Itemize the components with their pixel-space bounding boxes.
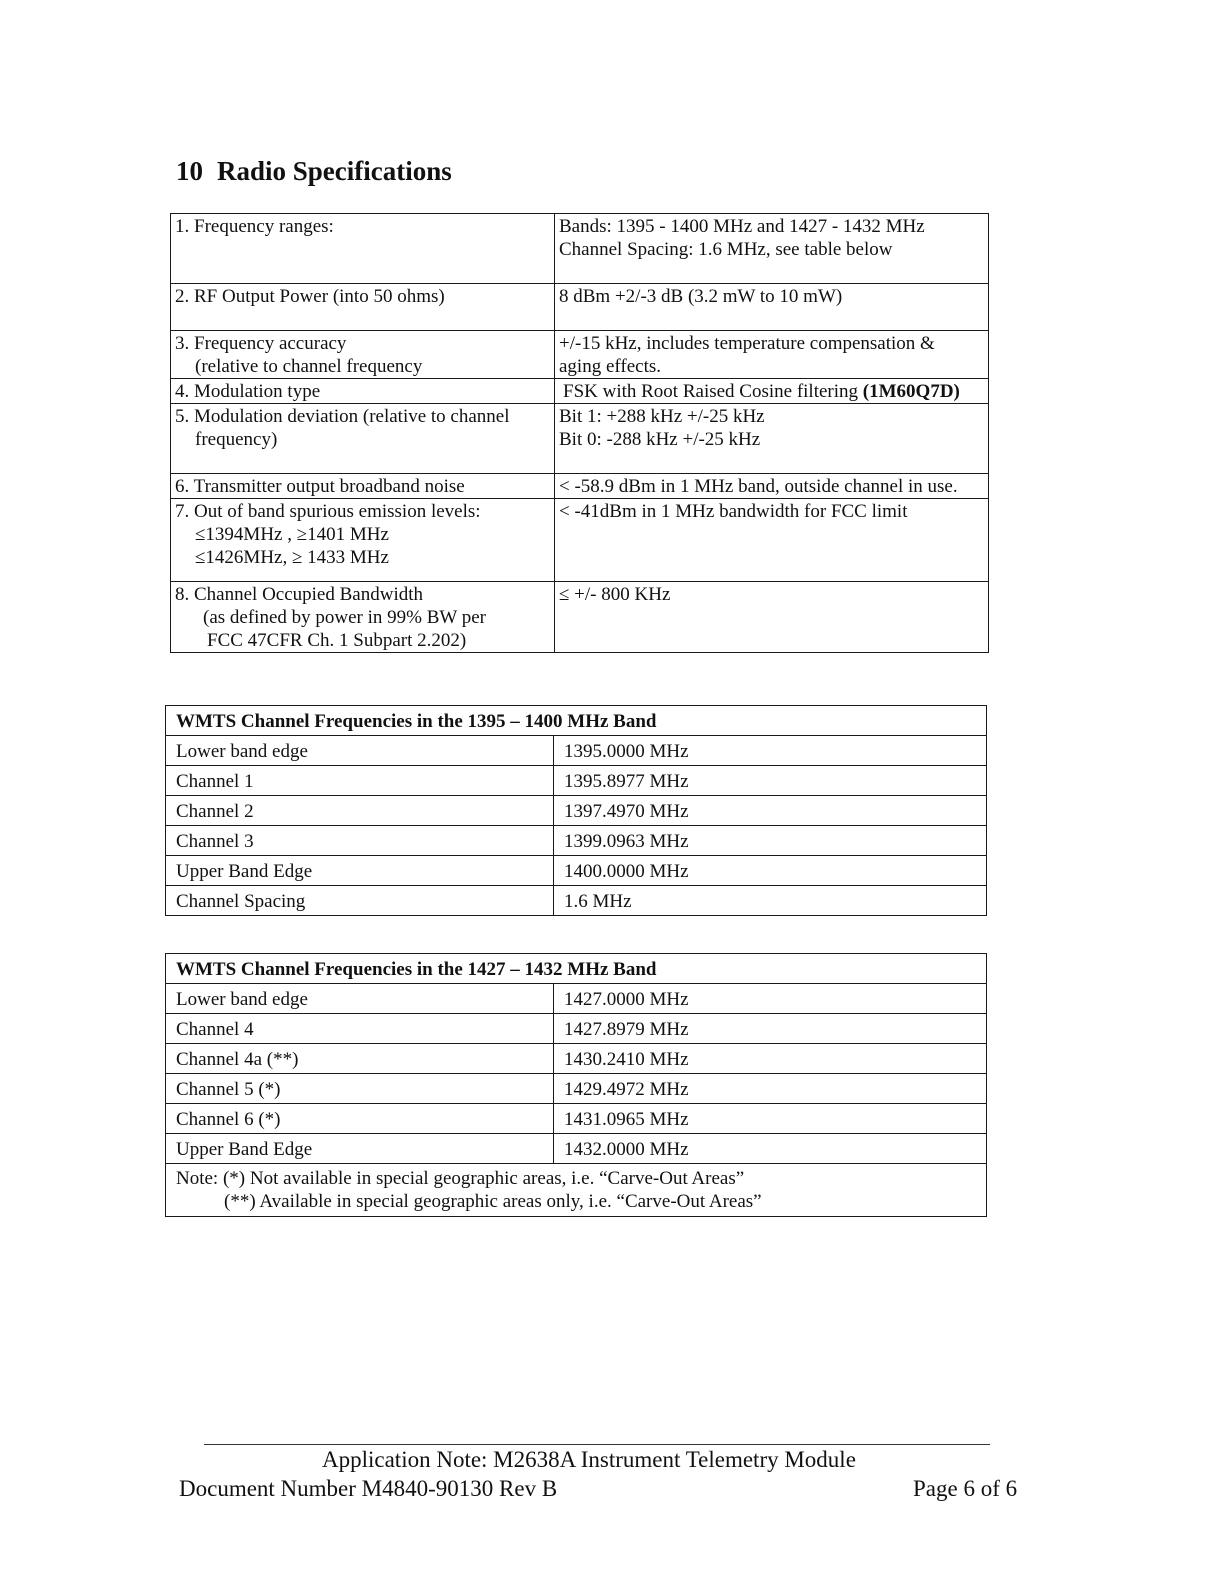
row-label: Channel Spacing <box>166 886 554 916</box>
spec-value-text: Bit 0: -288 kHz +/-25 kHz <box>559 429 761 450</box>
row-label: Channel 1 <box>166 766 554 796</box>
radio-specifications-table <box>170 213 989 653</box>
row-frequency: 1432.0000 MHz <box>554 1134 987 1164</box>
spec-value <box>555 404 989 474</box>
spec-row-spurious-emissions <box>171 499 989 582</box>
row-label: Channel 3 <box>166 826 554 856</box>
table-row <box>166 1074 987 1104</box>
spec-value-text: +/-15 kHz, includes temperature compensation & <box>559 333 935 354</box>
emission-designator: (1M60Q7D) <box>862 381 960 402</box>
row-label: Channel 4a (**) <box>166 1044 554 1074</box>
table-row <box>166 826 987 856</box>
spec-row-occupied-bandwidth <box>171 582 989 653</box>
spec-value-text: 8 dBm +2/-3 dB (3.2 mW to 10 mW) <box>559 286 843 307</box>
footer-document-number: Document Number M4840-90130 Rev B <box>179 1476 558 1501</box>
table-row <box>166 1044 987 1074</box>
spec-label-text: 6. Transmitter output broadband noise <box>175 476 465 497</box>
spec-label <box>171 214 555 284</box>
table-row <box>166 1134 987 1164</box>
table-row <box>166 1104 987 1134</box>
note-line: (**) Available in special geographic areas only, i.e. “Carve-Out Areas” <box>224 1191 762 1212</box>
row-frequency: 1399.0963 MHz <box>554 826 987 856</box>
row-frequency: 1.6 MHz <box>554 886 987 916</box>
table-row <box>166 796 987 826</box>
spec-label-text: 7. Out of band spurious emission levels: <box>175 501 481 522</box>
table-row <box>166 886 987 916</box>
spec-value <box>555 499 989 582</box>
row-label: Channel 2 <box>166 796 554 826</box>
spec-value <box>555 379 989 404</box>
row-label: Lower band edge <box>166 984 554 1014</box>
spec-row-frequency-ranges <box>171 214 989 284</box>
row-frequency: 1430.2410 MHz <box>554 1044 987 1074</box>
band-1427-1432-table <box>165 953 987 1217</box>
spec-label <box>171 499 555 582</box>
spec-value-text: Bit 1: +288 kHz +/-25 kHz <box>559 406 765 427</box>
table-row <box>166 1014 987 1044</box>
row-frequency: 1395.8977 MHz <box>554 766 987 796</box>
spec-value-text: Bands: 1395 - 1400 MHz and 1427 - 1432 MHz <box>559 216 925 237</box>
spec-label-text: FCC 47CFR Ch. 1 Subpart 2.202) <box>207 630 467 651</box>
spec-label-text: 1. Frequency ranges: <box>175 216 334 237</box>
table-row <box>166 736 987 766</box>
spec-value-text: < -58.9 dBm in 1 MHz band, outside channel in use. <box>559 476 958 497</box>
spec-value-text: ≤ +/- 800 KHz <box>559 584 671 605</box>
spec-label <box>171 404 555 474</box>
row-label: Upper Band Edge <box>166 1134 554 1164</box>
spec-label-text: ≤1394MHz , ≥1401 MHz <box>195 524 389 545</box>
spec-label-text: frequency) <box>195 429 278 450</box>
spec-value <box>555 582 989 653</box>
section-title: Radio Specifications <box>217 156 452 186</box>
spec-value <box>555 331 989 379</box>
spec-label <box>171 474 555 499</box>
table-title: WMTS Channel Frequencies in the 1395 – 1400 MHz Band <box>166 706 987 736</box>
footer-divider <box>204 1444 990 1445</box>
footer-title: Application Note: M2638A Instrument Telemetry Module <box>322 1447 856 1472</box>
row-label: Channel 5 (*) <box>166 1074 554 1104</box>
spec-row-modulation-deviation <box>171 404 989 474</box>
spec-value <box>555 474 989 499</box>
spec-row-frequency-accuracy <box>171 331 989 379</box>
spec-label-text: 5. Modulation deviation (relative to channel <box>175 406 510 427</box>
footer-page-number: Page 6 of 6 <box>913 1476 1018 1501</box>
spec-label <box>171 379 555 404</box>
table-title: WMTS Channel Frequencies in the 1427 – 1432 MHz Band <box>166 954 987 984</box>
section-number: 10 <box>176 156 203 186</box>
row-frequency: 1395.0000 MHz <box>554 736 987 766</box>
spec-label-text: (relative to channel frequency <box>195 356 423 377</box>
row-label: Channel 6 (*) <box>166 1104 554 1134</box>
row-frequency: 1397.4970 MHz <box>554 796 987 826</box>
section-heading <box>176 156 452 187</box>
spec-label-text: 8. Channel Occupied Bandwidth <box>175 584 424 605</box>
row-label: Upper Band Edge <box>166 856 554 886</box>
spec-label <box>171 284 555 331</box>
spec-label-text: 4. Modulation type <box>175 381 321 402</box>
spec-value-text: Channel Spacing: 1.6 MHz, see table below <box>559 239 893 260</box>
spec-label-text: 2. RF Output Power (into 50 ohms) <box>175 286 445 307</box>
table-row <box>166 766 987 796</box>
spec-row-broadband-noise <box>171 474 989 499</box>
band-1395-1400-table <box>165 705 987 916</box>
spec-label-text: 3. Frequency accuracy <box>175 333 347 354</box>
row-label: Lower band edge <box>166 736 554 766</box>
spec-value-text: FSK with Root Raised Cosine filtering <box>563 381 859 402</box>
spec-value <box>555 284 989 331</box>
row-frequency: 1427.8979 MHz <box>554 1014 987 1044</box>
table-note <box>166 1164 987 1217</box>
note-line: Note: (*) Not available in special geographic areas, i.e. “Carve-Out Areas” <box>176 1168 745 1189</box>
spec-row-rf-output-power <box>171 284 989 331</box>
table-title-row <box>166 706 987 736</box>
spec-label <box>171 582 555 653</box>
table-title-row <box>166 954 987 984</box>
spec-value <box>555 214 989 284</box>
row-label: Channel 4 <box>166 1014 554 1044</box>
table-row <box>166 984 987 1014</box>
row-frequency: 1400.0000 MHz <box>554 856 987 886</box>
table-note-row <box>166 1164 987 1217</box>
row-frequency: 1429.4972 MHz <box>554 1074 987 1104</box>
spec-label-text: (as defined by power in 99% BW per <box>203 607 486 628</box>
spec-value-text: < -41dBm in 1 MHz bandwidth for FCC limit <box>559 501 908 522</box>
spec-label-text: ≤1426MHz, ≥ 1433 MHz <box>195 547 389 568</box>
row-frequency: 1427.0000 MHz <box>554 984 987 1014</box>
spec-value-text: aging effects. <box>559 356 661 377</box>
spec-row-modulation-type <box>171 379 989 404</box>
table-row <box>166 856 987 886</box>
row-frequency: 1431.0965 MHz <box>554 1104 987 1134</box>
spec-label <box>171 331 555 379</box>
